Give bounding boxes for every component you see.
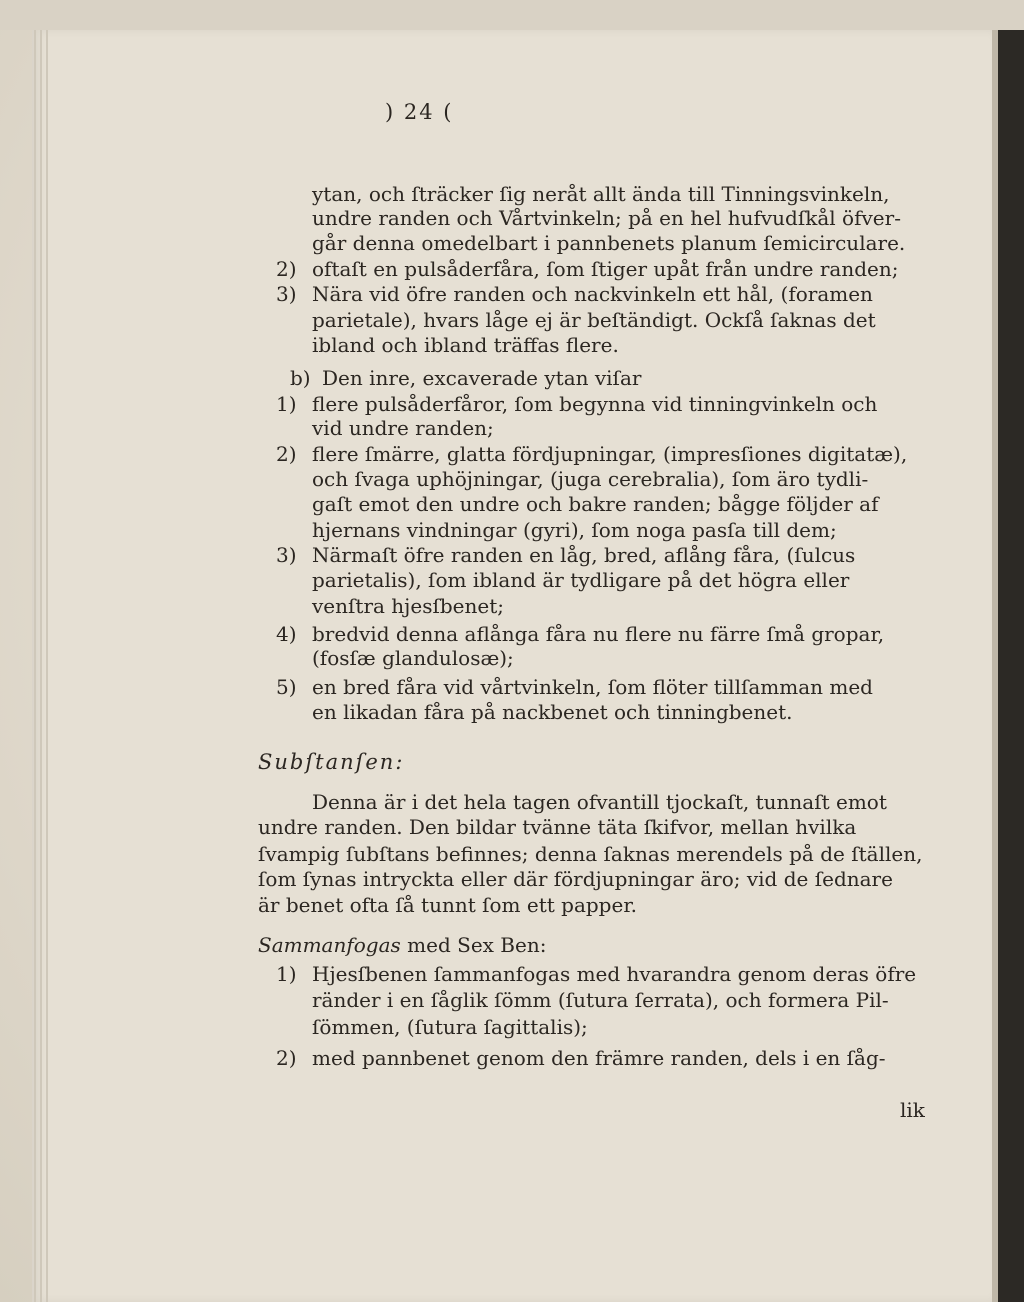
catchword: lik	[900, 1098, 925, 1122]
text-line: Nära vid öfre randen och nackvinkeln ett hål, (foramen	[312, 282, 873, 306]
list-number: 2)	[276, 442, 297, 466]
text-line: parietale), hvars låge ej är beſtändigt. Ockſå ſaknas det	[312, 308, 876, 332]
section-title-substance: Subſtanſen:	[258, 750, 405, 774]
list-number: 5)	[276, 675, 297, 699]
top-margin	[0, 0, 1024, 30]
page-edge	[992, 30, 998, 1302]
text-line: med pannbenet genom den främre randen, dels i en ſåg-	[312, 1046, 886, 1070]
text-line: flere ſmärre, glatta fördjupningar, (impresſiones digitatæ),	[312, 442, 908, 466]
list-number: 1)	[276, 962, 297, 986]
joins-title-word: Sammanfogas	[258, 933, 401, 957]
text-line: ränder i en ſåglik ſömm (ſutura ſerrata), och formera Pil-	[312, 988, 889, 1012]
list-number: 1)	[276, 392, 297, 416]
text-line: Hjesſbenen ſammanfogas med hvarandra genom deras öfre	[312, 962, 917, 986]
text-line: hjernans vindningar (gyri), ſom noga pasſa till dem;	[312, 518, 837, 542]
leaf-edge	[34, 30, 36, 1302]
text-line: (fosſæ glandulosæ);	[312, 646, 514, 670]
text-line: undre randen. Den bildar tvänne täta ſkifvor, mellan hvilka	[258, 815, 857, 839]
text-line: gaſt emot den undre och bakre randen; bågge följder af	[312, 492, 879, 516]
text-line: bredvid denna aflånga fåra nu flere nu färre ſmå gropar,	[312, 622, 885, 646]
list-number: 4)	[276, 622, 297, 646]
joins-title-rest: med Sex Ben:	[407, 933, 547, 957]
text-line: ytan, och ſträcker ſig neråt allt ända till Tinningsvinkeln,	[312, 182, 890, 206]
text-line: ſömmen, (ſutura ſagittalis);	[312, 1015, 588, 1039]
text-line: vid undre randen;	[312, 416, 494, 440]
text-line: flere pulsåderfåror, ſom begynna vid tinningvinkeln och	[312, 392, 878, 416]
text-line: Denna är i det hela tagen ofvantill tjockaſt, tunnaſt emot	[312, 790, 887, 814]
text-line: Närmaſt öfre randen en låg, bred, aflång fåra, (ſulcus	[312, 543, 856, 567]
text-line: är benet ofta ſå tunnt ſom ett papper.	[258, 893, 638, 917]
text-line: undre randen och Vårtvinkeln; på en hel hufvudſkål öfver-	[312, 206, 901, 230]
page-number-header: ) 24 (	[385, 100, 454, 124]
text-line: en likadan fåra på nackbenet och tinningbenet.	[312, 700, 793, 724]
section-title-joins	[258, 933, 546, 957]
list-number: 3)	[276, 543, 297, 567]
leaf-edge	[46, 30, 48, 1302]
text-line: ibland och ibland träffas flere.	[312, 333, 619, 357]
list-number: 2)	[276, 257, 297, 281]
text-line: Den inre, excaverade ytan viſar	[322, 366, 642, 390]
text-line: parietalis), ſom ibland är tydligare på det högra eller	[312, 568, 850, 592]
text-line: oftaſt en pulsåderfåra, ſom ſtiger upåt från undre randen;	[312, 257, 899, 281]
text-line: venſtra hjesſbenet;	[312, 594, 505, 618]
text-line: och ſvaga uphöjningar, (juga cerebralia), ſom äro tydli-	[312, 467, 869, 491]
leaf-edge	[40, 30, 42, 1302]
text-line: en bred fåra vid vårtvinkeln, ſom flöter tillſamman med	[312, 675, 873, 699]
list-number: b)	[290, 366, 311, 390]
list-number: 3)	[276, 282, 297, 306]
text-line: ſvampig ſubſtans befinnes; denna ſaknas merendels på de ſtällen,	[258, 842, 923, 866]
list-number: 2)	[276, 1046, 297, 1070]
text-line: går denna omedelbart i pannbenets planum ſemicirculare.	[312, 231, 906, 255]
text-line: ſom ſynas intryckta eller där fördjupningar äro; vid de ſednare	[258, 867, 893, 891]
